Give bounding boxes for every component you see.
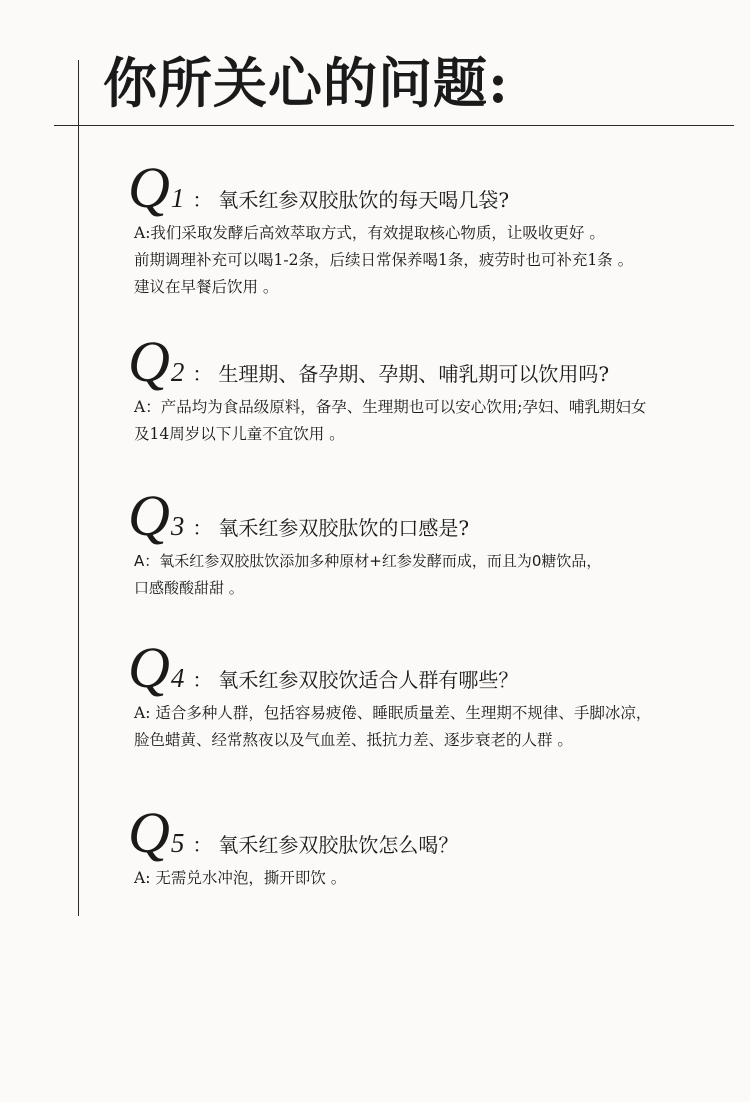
page-title: 你所关心的问题:	[103, 51, 509, 115]
question-text: 氧禾红参双胶肽饮的每天喝几袋?	[218, 188, 510, 212]
answer-line: A：产品均为食品级原料，备孕、生理期也可以安心饮用;孕妇、哺乳期妇女	[134, 398, 647, 416]
question-row	[128, 155, 728, 220]
answer	[134, 865, 728, 892]
question-text: 生理期、备孕期、孕期、哺乳期可以饮用吗?	[218, 362, 610, 386]
question-letter: Q	[128, 635, 170, 700]
answer	[134, 700, 728, 754]
question-colon: ：	[192, 516, 213, 540]
question-colon: ：	[192, 833, 213, 857]
answer-line: A: 无需兑水冲泡，撕开即饮 。	[134, 869, 347, 887]
question-letter: Q	[128, 329, 170, 394]
question-colon: ：	[192, 188, 213, 212]
vertical-divider-line	[78, 60, 79, 916]
question-text: 氧禾红参双胶饮适合人群有哪些？	[218, 668, 519, 692]
answer-line: 及14周岁以下儿童不宜饮用 。	[134, 425, 345, 443]
answer	[134, 394, 728, 448]
question-text: 氧禾红参双胶肽饮的口感是?	[218, 516, 470, 540]
faq-item-5	[128, 800, 728, 892]
question-number: 5	[170, 828, 185, 858]
question-letter: Q	[128, 800, 170, 865]
answer	[134, 220, 728, 301]
question-number: 4	[170, 663, 185, 693]
question-number: 2	[170, 357, 185, 387]
question-row	[128, 635, 728, 700]
question-number: 1	[170, 183, 185, 213]
answer-line: A:我们采取发酵后高效萃取方式，有效提取核心物质，让吸收更好 。	[134, 224, 605, 242]
question-row	[128, 800, 728, 865]
faq-item-3	[128, 483, 728, 602]
answer-line: 口感酸酸甜甜 。	[134, 579, 244, 597]
question-letter: Q	[128, 155, 170, 220]
question-colon: ：	[192, 668, 213, 692]
question-letter: Q	[128, 483, 170, 548]
answer-line: 脸色蜡黄、经常熬夜以及气血差、抵抗力差、逐步衰老的人群 。	[134, 731, 573, 749]
answer-line: 前期调理补充可以喝1-2条，后续日常保养喝1条，疲劳时也可补充1条 。	[134, 251, 634, 269]
answer-line: A: 适合多种人群，包括容易疲倦、睡眠质量差、生理期不规律、手脚冰凉，	[134, 704, 652, 722]
answer-line: A：氧禾红参双胶肽饮添加多种原材+红参发酵而成，而且为0糖饮品，	[134, 552, 602, 570]
question-row	[128, 483, 728, 548]
faq-item-2	[128, 329, 728, 448]
faq-item-1	[128, 155, 728, 301]
question-number: 3	[170, 511, 185, 541]
answer	[134, 548, 728, 602]
question-colon: ：	[192, 362, 213, 386]
question-text: 氧禾红参双胶肽饮怎么喝？	[218, 833, 459, 857]
answer-line: 建议在早餐后饮用 。	[134, 278, 279, 296]
faq-item-4	[128, 635, 728, 754]
question-row	[128, 329, 728, 394]
horizontal-divider-line	[54, 125, 734, 126]
